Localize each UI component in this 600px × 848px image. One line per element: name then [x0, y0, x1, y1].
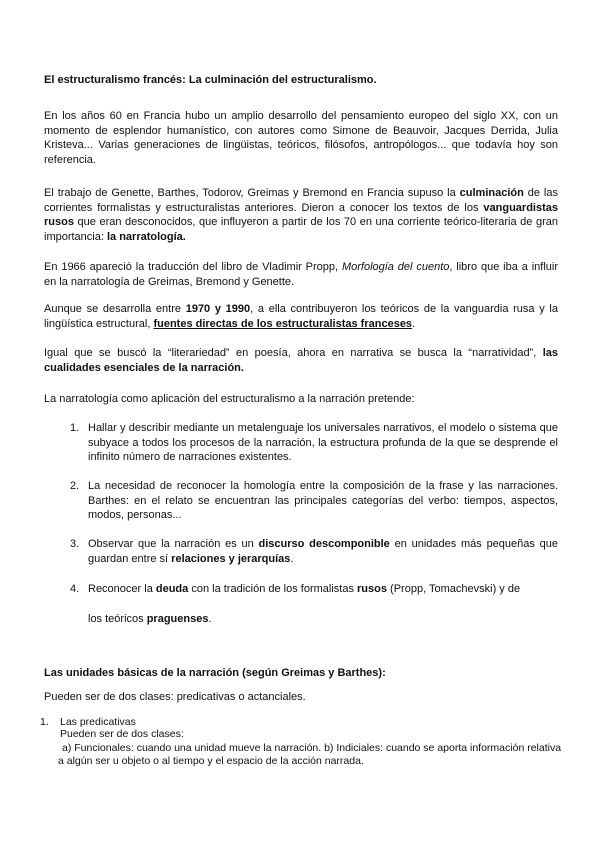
list-item-continuation: los teóricos praguenses.: [88, 613, 212, 625]
paragraph-intro: En los años 60 en Francia hubo un amplio desarrollo del pensamiento europeo del siglo XX, con un momento de esplendor humanístico, con autores como Simone de Beauvoir, Jacques Derrida, Julia Kristeva... Varias generaciones de lingüistas, teóricos, filósofos, antropólogos... que todavía hoy son referencia.: [44, 110, 558, 166]
paragraph-propp: En 1966 apareció la traducción del libro de Vladimir Propp, Morfología del cuento, libro que iba a influir en la narratología de Greimas, Bremond y Genette.: [44, 261, 558, 288]
paragraph-narratividad: Igual que se buscó la “literariedad” en poesía, ahora en narrativa se busca la “narratividad”, las cualidades esenciales de la narración.: [44, 347, 558, 374]
sublist-title: Las predicativas: [60, 716, 136, 728]
paragraph-genette: El trabajo de Genette, Barthes, Todorov, Greimas y Bremond en Francia supuso la culminación de las corrientes formalistas y estructuralistas anteriores. Dieron a conocer los textos de los vanguardistas rusos que eran desconocidos, que influyeron a partir de los 70 en una corriente teórico-literaria de gran importancia: la narratología.: [44, 187, 558, 243]
sublist-detail: a) Funcionales: cuando una unidad mueve la narración. b) Indiciales: cuando se aporta información relativa a algún ser u objeto o al tiempo y el espacio de la acción narrada.: [58, 742, 562, 767]
paragraph-aims-intro: La narratología como aplicación del estructuralismo a la narración pretende:: [44, 393, 415, 405]
paragraph-classes: Pueden ser de dos clases: predicativas o actanciales.: [44, 691, 306, 703]
paragraph-period: Aunque se desarrolla entre 1970 y 1990, a ella contribuyeron los teóricos de la vanguardia rusa y la lingüística estructural, fuentes directas de los estructuralistas franceses.: [44, 303, 558, 330]
section-heading: El estructuralismo francés: La culminación del estructuralismo.: [44, 74, 377, 86]
list-number: 1.: [40, 716, 49, 728]
section-heading: Las unidades básicas de la narración (según Greimas y Barthes):: [44, 667, 386, 679]
list-item: 4. Reconocer la deuda con la tradición de los formalistas rusos (Propp, Tomachevski) y de: [70, 583, 521, 595]
sublist-line: Pueden ser de dos clases:: [60, 728, 184, 740]
list-item: 3. Observar que la narración es un discurso descomponible en unidades más pequeñas que guardan entre sí relaciones y jerarquías.: [70, 538, 559, 565]
list-item: 2. La necesidad de reconocer la homología entre la composición de la frase y las narraciones. Barthes: en el relato se encuentran las principales categorías del verbo: tiempos, aspectos, modos, personas...: [70, 480, 558, 521]
list-item: 1. Hallar y describir mediante un metalenguaje los universales narrativos, el modelo o sistema que subyace a todos los procesos de la narración, la estructura profunda de la que se desprende el infinito número de narraciones existentes.: [70, 422, 558, 463]
